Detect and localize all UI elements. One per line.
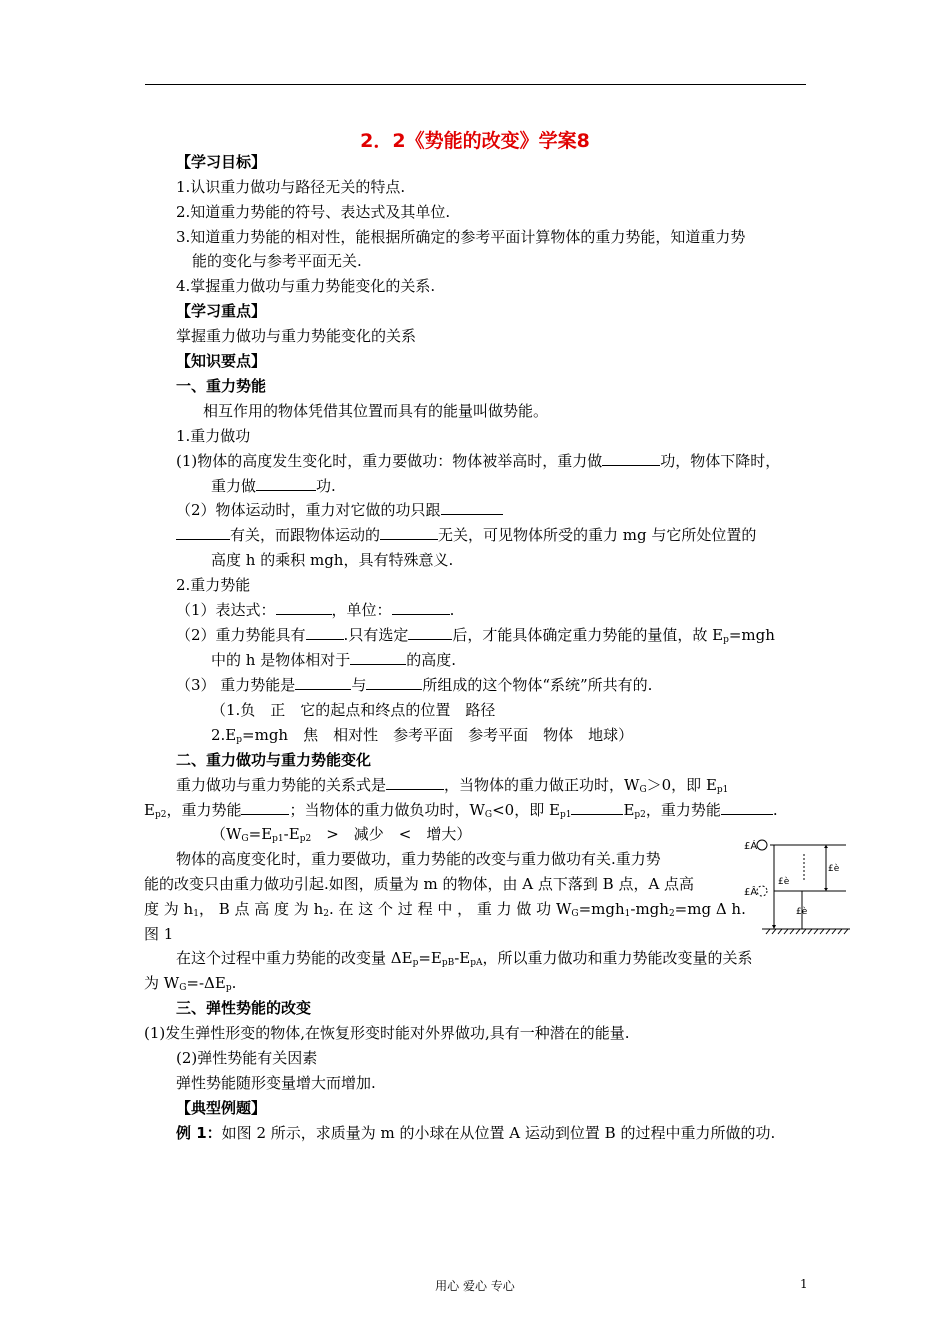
answer-blank[interactable]: [386, 775, 444, 790]
header-rule: [145, 84, 806, 85]
example-1: [176, 1123, 775, 1143]
text: 在这个过程中重力势能的改变量 ΔE: [176, 949, 413, 967]
subscript: 1: [624, 909, 631, 919]
text: .: [449, 601, 455, 619]
footer-text: 用心 爱心 专心: [435, 1279, 515, 1293]
text: ， B 点 高 度 为 h: [198, 900, 324, 918]
answer-blank[interactable]: [571, 800, 623, 815]
item-b2-line1: [176, 625, 775, 645]
heading-goals: 【学习目标】: [176, 153, 267, 171]
goal-1: 1.认识重力做功与路径无关的特点.: [176, 178, 406, 196]
answer-blank[interactable]: [380, 525, 438, 540]
subscript: p2: [154, 810, 167, 820]
text: -E: [454, 949, 471, 967]
text: <0，即 E: [492, 801, 560, 819]
answer-blank[interactable]: [241, 800, 289, 815]
answers-1: （1.负 正 它的起点和终点的位置 路径: [211, 701, 496, 719]
text: =mg Δ h.: [674, 900, 746, 918]
para-c-line2: [144, 800, 778, 820]
para-d-line3: [144, 899, 746, 919]
text: （2）物体运动时，重力对它做的功只跟: [176, 501, 441, 519]
text: 的高度.: [406, 651, 456, 669]
label-a: £Á: [744, 841, 758, 852]
answers-2: [211, 725, 633, 745]
subscript: G: [179, 983, 187, 993]
answer-blank[interactable]: [295, 675, 351, 690]
text: 所组成的这个物体“系统”所共有的.: [422, 676, 653, 694]
heading-examples: 【典型例题】: [176, 1099, 267, 1117]
text: ＞0，即 E: [646, 776, 717, 794]
fall-diagram: [742, 834, 854, 936]
para-f1: (1)发生弹性形变的物体,在恢复形变时能对外界做功,具有一种潜在的能量.: [144, 1024, 630, 1042]
answer-blank[interactable]: [602, 451, 660, 466]
text: (1)物体的高度发生变化时，重力要做功：物体被举高时，重力做: [176, 452, 603, 470]
subscript: p: [723, 635, 729, 645]
page-title: 2．2《势能的改变》学案8: [360, 130, 590, 152]
para-f3: 弹性势能随形变量增大而增加.: [176, 1074, 376, 1092]
text: =mgh 焦 相对性 参考平面 参考平面 物体 地球）: [242, 726, 634, 744]
section-2-heading: 二、重力做功与重力势能变化: [176, 751, 372, 769]
text: =E: [248, 825, 273, 843]
subscript: 1: [193, 909, 199, 919]
subscript: p: [225, 983, 232, 993]
text: （3） 重力势能是: [176, 676, 296, 694]
text: 重力做功与重力势能的关系式是: [176, 776, 387, 794]
figure-1-label: 图 1: [144, 925, 174, 943]
para-e-line1: [176, 948, 753, 968]
text: =mgh: [578, 900, 625, 918]
sub-gravity-potential: 2.重力势能: [176, 576, 251, 594]
text: （1）表达式：: [176, 601, 276, 619]
text: 功.: [316, 477, 336, 495]
text: 度 为 h: [144, 900, 194, 918]
text: ，重力势能: [645, 801, 721, 819]
subscript: 2: [668, 909, 675, 919]
subscript: p: [236, 735, 243, 745]
item-2-line1: [176, 500, 503, 520]
para-d-line2: 能的改变只由重力做功引起.如图，质量为 m 的物体，由 A 点下落到 B 点，A 点高: [144, 875, 695, 893]
text: （2）重力势能具有: [176, 626, 306, 644]
answer-blank[interactable]: [176, 525, 230, 540]
section-3-heading: 三、弹性势能的改变: [176, 999, 312, 1017]
text: 无关，可见物体所受的重力 mg 与它所处位置的: [438, 526, 757, 544]
subscript: G: [639, 785, 647, 795]
label-h: £è: [828, 864, 840, 874]
text: ，重力势能: [166, 801, 242, 819]
text: -mgh: [630, 900, 669, 918]
item-1-line1: [176, 451, 780, 471]
label-b: £Â: [744, 887, 758, 898]
subscript: p1: [272, 834, 284, 844]
text: ；当物体的重力做负功时，W: [289, 801, 485, 819]
heading-key: 【学习重点】: [176, 302, 267, 320]
answers-3: [211, 824, 471, 844]
text: 中的 h 是物体相对于: [211, 651, 351, 669]
text: ，当物体的重力做正功时，W: [444, 776, 640, 794]
text: 2.E: [211, 726, 237, 744]
page-number: 1: [800, 1277, 808, 1291]
goal-4: 4.掌握重力做功与重力势能变化的关系.: [176, 277, 436, 295]
para-f2: (2)弹性势能有关因素: [176, 1049, 318, 1067]
text: .: [231, 974, 237, 992]
item-1-line2: [211, 476, 336, 496]
answer-blank[interactable]: [366, 675, 422, 690]
text: 后，才能具体确定重力势能的量值，故 E: [452, 626, 724, 644]
text: E: [623, 801, 635, 819]
subscript: pA: [470, 958, 483, 968]
answer-blank[interactable]: [441, 500, 503, 515]
text: .: [772, 801, 778, 819]
subscript: p1: [559, 810, 572, 820]
subscript: G: [484, 810, 493, 820]
label-h2: £è: [796, 907, 808, 917]
para-c-line1: [176, 775, 728, 795]
text: -E: [283, 825, 300, 843]
heading-points: 【知识要点】: [176, 352, 267, 370]
text: > 减少 < 增大）: [311, 825, 472, 843]
subscript: 2: [323, 909, 329, 919]
text: 有关，而跟物体运动的: [230, 526, 381, 544]
goal-3a: 3.知道重力势能的相对性，能根据所确定的参考平面计算物体的重力势能，知道重力势: [176, 228, 746, 246]
text: 重力做: [211, 477, 257, 495]
answer-blank[interactable]: [408, 625, 452, 640]
text: 与: [351, 676, 367, 694]
text: ，单位：: [331, 601, 392, 619]
answer-blank[interactable]: [392, 600, 450, 615]
sub-gravity-work: 1.重力做功: [176, 427, 251, 445]
item-b3: [176, 675, 652, 695]
subscript: pB: [441, 958, 455, 968]
para-d-line1: 物体的高度变化时，重力要做功，重力势能的改变与重力做功有关.重力势: [176, 850, 661, 868]
answer-blank[interactable]: [721, 800, 773, 815]
item-b1: [176, 600, 454, 620]
item-2-line2: [176, 525, 756, 545]
answer-blank[interactable]: [350, 650, 406, 665]
example-label: 例 1：: [176, 1124, 222, 1142]
item-b2-line2: [211, 650, 456, 670]
figure-1-diagram: [742, 834, 854, 936]
text: （W: [211, 825, 242, 843]
text: =mgh: [728, 626, 775, 644]
text: ，所以重力做功和重力势能改变量的关系: [482, 949, 753, 967]
answer-blank[interactable]: [276, 600, 332, 615]
section-1-heading: 一、重力势能: [176, 377, 267, 395]
para-e-line2: [144, 973, 236, 993]
text: =-ΔE: [186, 974, 226, 992]
text: .只有选定: [343, 626, 409, 644]
text: 功，物体下降时，: [660, 452, 781, 470]
text: 为 W: [144, 974, 180, 992]
text: =E: [418, 949, 442, 967]
para-potential-energy: 相互作用的物体凭借其位置而具有的能量叫做势能。: [203, 402, 549, 420]
answer-blank[interactable]: [306, 625, 344, 640]
subscript: p2: [299, 834, 312, 844]
subscript: p2: [634, 810, 646, 820]
text: E: [144, 801, 155, 819]
subscript: G: [571, 909, 579, 919]
text: . 在 这 个 过 程 中 ， 重 力 做 功 W: [328, 900, 572, 918]
goal-2: 2.知道重力势能的符号、表达式及其单位.: [176, 203, 451, 221]
goal-3b: 能的变化与参考平面无关.: [192, 252, 362, 270]
example-text: 如图 2 所示，求质量为 m 的小球在从位置 A 运动到位置 B 的过程中重力所做的功.: [221, 1124, 776, 1142]
subscript: p: [412, 958, 419, 968]
item-2-line3: 高度 h 的乘积 mgh，具有特殊意义.: [211, 551, 454, 569]
subscript: G: [241, 834, 249, 844]
key-point: 掌握重力做功与重力势能变化的关系: [176, 327, 417, 345]
label-h1: £è: [778, 877, 790, 887]
subscript: p1: [716, 785, 729, 795]
answer-blank[interactable]: [256, 476, 316, 491]
